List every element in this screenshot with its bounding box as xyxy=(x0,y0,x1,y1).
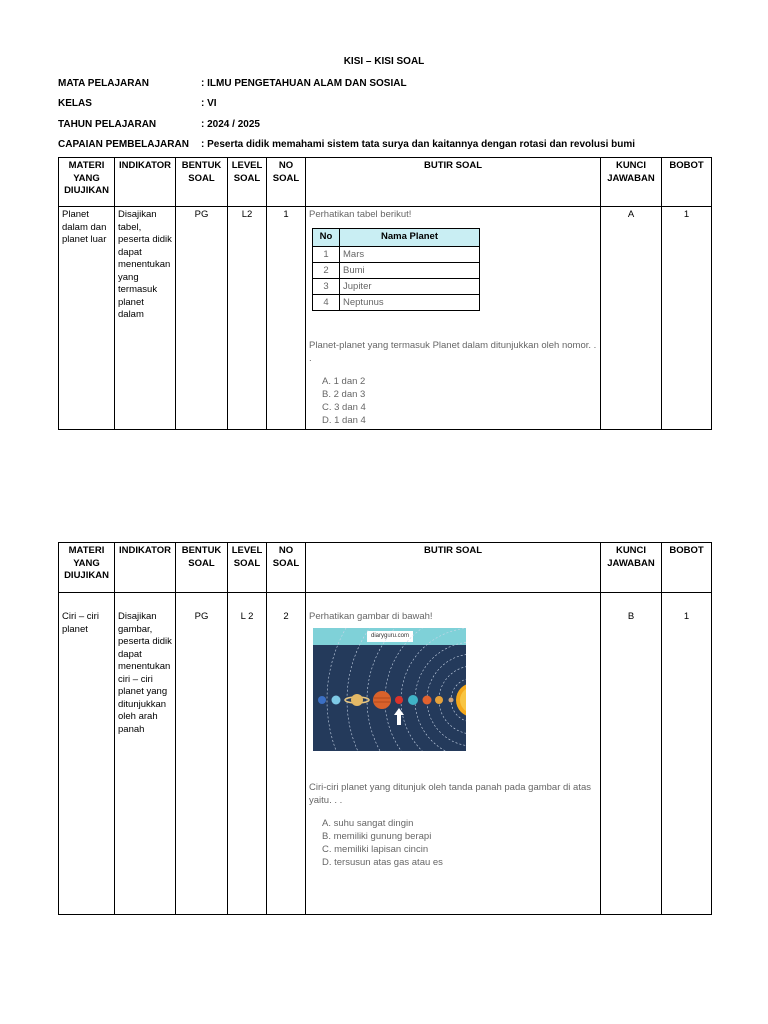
cell-level: L 2 xyxy=(228,593,267,915)
answer-options xyxy=(309,817,597,869)
cell-indikator: Disajikan gambar, peserta didik dapat menentukan ciri – ciri planet yang ditunjukkan oleh arah panah xyxy=(115,593,176,915)
header-butir: BUTIR SOAL xyxy=(306,158,601,207)
kisi-table-2 xyxy=(58,542,712,915)
arrow-up-icon xyxy=(394,708,404,725)
meta-label: KELAS xyxy=(58,98,92,109)
header-row xyxy=(59,543,712,593)
planet-row xyxy=(313,278,480,294)
header-bobot: BOBOT xyxy=(662,158,712,207)
planet-icon xyxy=(373,691,391,709)
cell-butir-soal xyxy=(306,593,601,915)
document-title: KISI – KISI SOAL xyxy=(343,56,425,67)
option-c: C. memiliki lapisan cincin xyxy=(322,844,429,855)
question-text: Ciri-ciri planet yang ditunjuk oleh tanda panah pada gambar di atas yaitu. . . xyxy=(309,782,592,806)
planet-no: 2 xyxy=(313,262,340,278)
cell-butir-soal xyxy=(306,207,601,430)
header-level: LEVEL SOAL xyxy=(228,158,267,207)
planet-row xyxy=(313,262,480,278)
cell-bobot: 1 xyxy=(662,593,712,915)
planet-icon xyxy=(318,696,326,704)
planet-table xyxy=(312,228,480,311)
planet-row xyxy=(313,246,480,262)
meta-value: : ILMU PENGETAHUAN ALAM DAN SOSIAL xyxy=(201,78,407,89)
header-indikator: INDIKATOR xyxy=(115,158,176,207)
planet-name: Bumi xyxy=(340,262,480,278)
header-row xyxy=(59,158,712,207)
planet-no: 1 xyxy=(313,246,340,262)
cell-kunci: B xyxy=(601,593,662,915)
planet-icon xyxy=(435,696,443,704)
option-b: B. memiliki gunung berapi xyxy=(322,831,432,842)
header-level: LEVEL SOAL xyxy=(228,543,267,593)
option-d: D. tersusun atas gas atau es xyxy=(322,857,443,868)
planet-name: Jupiter xyxy=(340,278,480,294)
cell-bentuk: PG xyxy=(176,207,228,430)
cell-no: 1 xyxy=(267,207,306,430)
planet-icon xyxy=(395,696,403,704)
option-b: B. 2 dan 3 xyxy=(322,388,366,400)
solar-system-drawing xyxy=(313,628,466,761)
solar-system-image xyxy=(313,628,466,761)
answer-options xyxy=(309,375,597,427)
image-watermark: diaryguru.com xyxy=(367,631,413,642)
image-bottom-margin xyxy=(313,751,466,761)
planet-icon xyxy=(423,696,432,705)
meta-value: : 2024 / 2025 xyxy=(201,119,260,130)
cell-bentuk: PG xyxy=(176,593,228,915)
question-intro: Perhatikan gambar di bawah! xyxy=(309,611,433,622)
meta-label: TAHUN PELAJARAN xyxy=(58,119,157,130)
cell-kunci: A xyxy=(601,207,662,430)
header-bobot: BOBOT xyxy=(662,543,712,593)
option-a: A. 1 dan 2 xyxy=(322,375,366,387)
planet-icon xyxy=(408,695,418,705)
planet-no: 3 xyxy=(313,278,340,294)
planet-name: Mars xyxy=(340,246,480,262)
cell-materi: Ciri – ciri planet xyxy=(59,593,115,915)
cell-indikator: Disajikan tabel, peserta didik dapat menentukan yang termasuk planet dalam xyxy=(115,207,176,430)
header-bentuk: BENTUK SOAL xyxy=(176,543,228,593)
header-bentuk: BENTUK SOAL xyxy=(176,158,228,207)
cell-bobot: 1 xyxy=(662,207,712,430)
meta-value: : VI xyxy=(201,98,217,109)
planet-no: 4 xyxy=(313,294,340,310)
header-no: NO SOAL xyxy=(267,543,306,593)
planet-table-header-no: No xyxy=(313,229,340,247)
planet-row xyxy=(313,294,480,310)
question-text: Planet-planet yang termasuk Planet dalam ditunjukkan oleh nomor. . . xyxy=(309,339,597,364)
planet-table-header-name: Nama Planet xyxy=(340,229,480,247)
option-c: C. 3 dan 4 xyxy=(322,401,366,413)
kisi-table-1 xyxy=(58,157,712,430)
meta-label: CAPAIAN PEMBELAJARAN xyxy=(58,139,189,150)
header-materi: MATERI YANG DIUJIKAN xyxy=(59,543,115,593)
planet-icon xyxy=(449,698,454,703)
cell-materi: Planet dalam dan planet luar xyxy=(59,207,115,430)
question-intro: Perhatikan tabel berikut! xyxy=(309,209,412,220)
header-kunci: KUNCI JAWABAN xyxy=(601,158,662,207)
option-d: D. 1 dan 4 xyxy=(322,414,366,426)
header-materi: MATERI YANG DIUJIKAN xyxy=(59,158,115,207)
planet-name: Neptunus xyxy=(340,294,480,310)
cell-no: 2 xyxy=(267,593,306,915)
header-kunci: KUNCI JAWABAN xyxy=(601,543,662,593)
planet-icon xyxy=(351,694,363,706)
table-row xyxy=(59,593,712,915)
meta-value: : Peserta didik memahami sistem tata surya dan kaitannya dengan rotasi dan revolusi bumi xyxy=(201,139,636,150)
option-a: A. suhu sangat dingin xyxy=(322,818,414,829)
header-no: NO SOAL xyxy=(267,158,306,207)
header-butir: BUTIR SOAL xyxy=(306,543,601,593)
cell-level: L2 xyxy=(228,207,267,430)
header-indikator: INDIKATOR xyxy=(115,543,176,593)
planet-icon xyxy=(332,696,341,705)
table-row xyxy=(59,207,712,430)
meta-label: MATA PELAJARAN xyxy=(58,78,149,89)
